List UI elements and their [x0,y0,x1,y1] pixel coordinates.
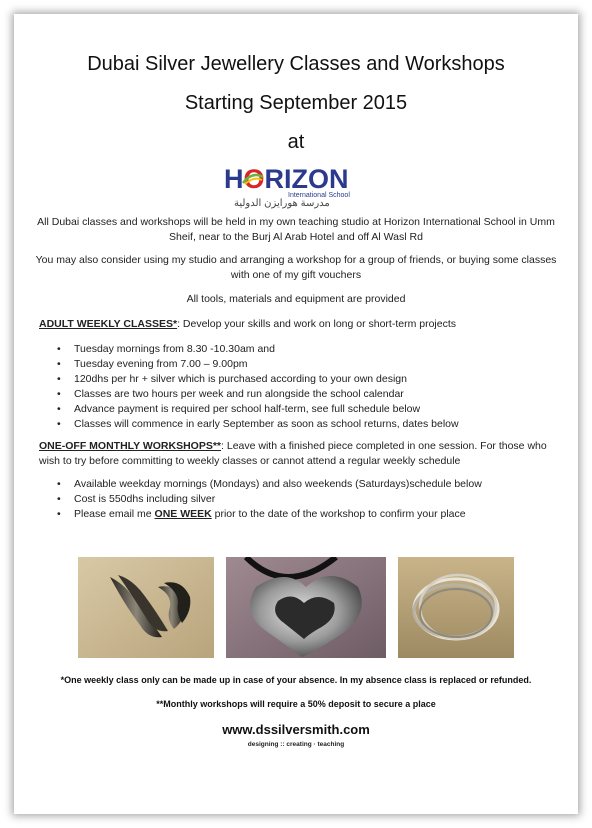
email-text-bold: ONE WEEK [154,508,212,520]
tagline: designing :: creating · teaching [247,741,345,748]
logo-swoosh-icon [242,173,264,185]
list-item: • 120dhs per hr + silver which is purchased according to your own design [57,372,547,387]
horizon-school-logo [224,164,364,208]
adult-classes-heading-line [39,317,554,332]
adult-classes-heading: ADULT WEEKLY CLASSES* [39,318,178,330]
logo-letter-o: O [243,164,265,194]
photo-rolling-bangles [398,557,514,658]
intro-paragraph-3: All tools, materials and equipment are provided [186,293,406,305]
list-item [57,507,547,522]
list-item: • Classes are two hours per week and run alongside the school calendar [57,387,547,402]
email-text-pre: Please email me [74,508,155,520]
intro-paragraph-1: All Dubai classes and workshops will be held in my own teaching studio at Horizon International School in Umm Sheif, near to the Burj Al Arab Hotel and off Al Wasl Rd [37,216,555,243]
photo-twisted-bangle [78,557,214,658]
email-text-post: prior to the date of the workshop to confirm your place [211,508,466,520]
list-item: • Available weekday mornings (Mondays) and also weekends (Saturdays)schedule below [57,477,547,492]
photo-heart-pendant [226,557,386,658]
flyer-page [14,14,578,814]
logo-letters-rest: RIZON [264,164,349,194]
note-monthly-deposit: **Monthly workshops will require a 50% deposit to secure a place [156,699,436,709]
monthly-workshops-paragraph [39,439,554,469]
adult-classes-text: : Develop your skills and work on long or short-term projects [177,318,457,330]
logo-arabic: مدرسة هورايزن الدولية [234,198,330,209]
monthly-workshops-list [57,477,547,522]
note-weekly-class: *One weekly class only can be made up in case of your absence. In my absence class is replaced or refunded. [60,675,532,685]
logo-letter-h: H [224,164,244,194]
title-line-2: Starting September 2015 [184,92,408,114]
list-item: • Cost is 550dhs including silver [57,492,547,507]
list-item: • Tuesday evening from 7.00 – 9.00pm [57,357,547,372]
list-item: • Classes will commence in early September as soon as school returns, dates below [57,417,547,432]
list-item: • Advance payment is required per school half-term, see full schedule below [57,402,547,417]
title-line-3: at [287,131,305,153]
logo-subtitle: International School [288,192,350,199]
website-link[interactable]: www.dssilversmith.com [222,722,370,737]
monthly-workshops-text: : Leave with a finished piece completed in one session. For those who wish to try before committing to weekly classes or cannot attend a regular weekly schedule [39,440,547,467]
list-item: • Tuesday mornings from 8.30 -10.30am and [57,342,547,357]
title-line-1: Dubai Silver Jewellery Classes and Workshops [87,53,505,75]
intro-paragraph-2: You may also consider using my studio and arranging a workshop for a group of friends, or buying some classes with one of my gift vouchers [35,254,557,281]
adult-classes-list [57,342,547,432]
monthly-workshops-heading: ONE-OFF MONTHLY WORKSHOPS** [39,440,222,452]
